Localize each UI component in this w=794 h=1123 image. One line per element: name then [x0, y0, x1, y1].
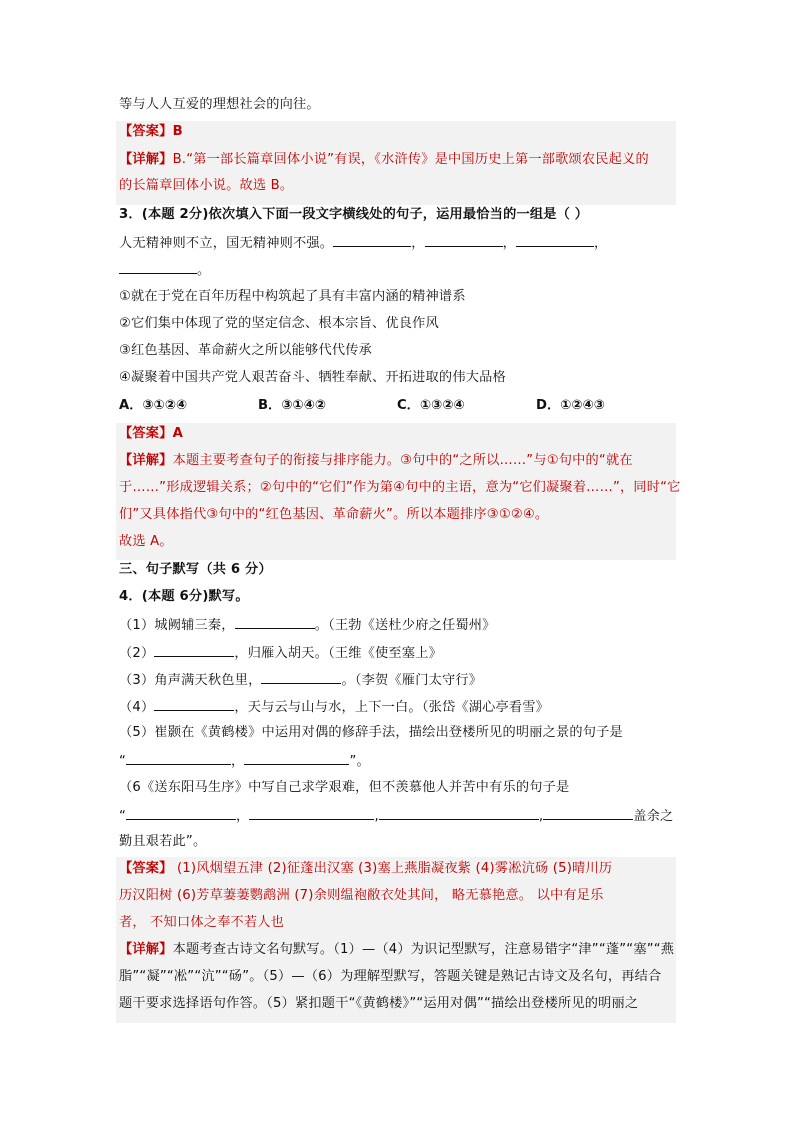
blank: [333, 232, 411, 247]
blank: [543, 805, 633, 820]
q4-line-1: （1）城阙辅三秦， 。（王勃《送杜少府之任蜀州》: [119, 614, 496, 636]
q4-answer-line-1: 【答案】 (1)风烟望五津 (2)征蓬出汉塞 (3)塞上燕脂凝夜紫 (4)雾凇沆砀 (5)晴川历: [119, 861, 613, 876]
blank: [261, 669, 341, 684]
q4-answer-line-2: 历汉阳树 (6)芳草萋萋鹦鹉洲 (7)余则缊袍敝衣处其间， 略无慕艳意。 以中有足乐: [119, 888, 604, 903]
blank: [119, 259, 197, 274]
q3-detail-line-2: 于……”形成逻辑关系；②句中的“它们”作为第④句中的主语，意为“它们凝聚着……”，同时“它: [119, 480, 681, 495]
q3-answer-line: 【答案】A: [119, 426, 183, 441]
section-heading: 三、句子默写（共 6 分）: [119, 562, 272, 577]
q4-line-6: （6《送东阳马生序》中写自己求学艰难，但不羡慕他人并苦中有乐的句子是: [119, 780, 570, 795]
q4-line-6-blanks: “ ， , , 盖余之: [119, 805, 673, 827]
detail-text: B.“第一部长篇章回体小说”有误，《水浒传》是中国历史上第一部歌颂农民起义的: [172, 152, 649, 167]
q4-line-4: （4） ，天与云与山与水，上下一白。（张岱《湖心亭看雪》: [119, 696, 549, 718]
intro-line: 等与人人互爱的理想社会的向往。: [119, 97, 320, 112]
blank: [126, 805, 236, 820]
blank: [516, 232, 594, 247]
q3-option-c: C．①③②④: [397, 398, 465, 413]
q2-detail-line-1: [119, 150, 649, 170]
q4-stem: 4．(本题 6分)默写。: [119, 589, 249, 604]
q3-item-2: ②它们集中体现了党的坚定信念、根本宗旨、优良作风: [119, 316, 439, 331]
q3-stem: 3．(本题 2分)依次填入下面一段文字横线处的句子，运用最恰当的一组是（ ）: [119, 207, 589, 222]
answer-label: 【答案】: [119, 124, 173, 139]
q4-detail-line-1: 【详解】本题考查古诗文名句默写。（1）—（4）为识记型默写，注意易错字“津”“蓬”“塞”“燕: [119, 942, 675, 957]
q3-option-a: A．③①②④: [119, 398, 188, 413]
blank: [244, 750, 349, 765]
q4-detail-line-2: 脂”“凝”“凇”“沆”“砀”。（5）—（6）为理解型默写，答题关键是熟记古诗文及名句，再结合: [119, 969, 662, 984]
q4-line-6-end: 勤且艰若此”。: [119, 834, 207, 849]
q3-option-d: D．①②④③: [536, 398, 605, 413]
q4-line-5: （5）崔颢在《黄鹤楼》中运用对偶的修辞手法，描绘出登楼所见的明丽之景的句子是: [119, 725, 623, 740]
blank: [379, 805, 539, 820]
q3-option-b: B．③①④②: [258, 398, 326, 413]
q3-detail-line-4: 故选 A。: [119, 534, 173, 549]
q4-detail-line-3: 题干要求选择语句作答。（5）紧扣题干“《黄鹤楼》”“运用对偶”“描绘出登楼所见的明丽之: [119, 996, 639, 1011]
blank: [126, 750, 231, 765]
blank: [235, 614, 315, 629]
answer-value: B: [172, 124, 183, 139]
q3-item-4: ④凝聚着中国共产党人艰苦奋斗、牺牲奉献、开拓进取的伟大品格: [119, 370, 506, 385]
q3-item-1: ①就在于党在百年历程中构筑起了具有丰富内涵的精神谱系: [119, 289, 466, 304]
blank: [425, 232, 503, 247]
q3-passage: 人无精神则不立，国无精神则不强。 ， ， ，: [119, 232, 607, 254]
q3-detail-line-1: 【详解】本题主要考查句子的衔接与排序能力。③句中的“之所以……”与①句中的“就在: [119, 453, 633, 468]
q4-line-3: （3）角声满天秋色里， 。（李贺《雁门太守行》: [119, 669, 482, 691]
q3-passage-2: 。: [119, 259, 210, 281]
q4-line-2: （2） ，归雁入胡天。（王维《使至塞上》: [119, 642, 442, 664]
q3-detail-line-3: 们”又具体指代③句中的“红色基因、革命薪火”。所以本题排序③①②④。: [119, 507, 549, 522]
blank: [249, 805, 374, 820]
q2-detail-line-2: 的长篇章回体小说。故选 B。: [119, 178, 294, 193]
q4-answer-line-3: 者， 不知口体之奉不若人也: [119, 915, 285, 930]
detail-label: 【详解】: [119, 152, 173, 167]
q4-line-5-blanks: “ ， ”。: [119, 750, 370, 772]
blank: [154, 696, 234, 711]
blank: [154, 642, 234, 657]
q3-item-3: ③红色基因、革命薪火之所以能够代代传承: [119, 343, 372, 358]
q2-answer-line: [119, 122, 183, 142]
